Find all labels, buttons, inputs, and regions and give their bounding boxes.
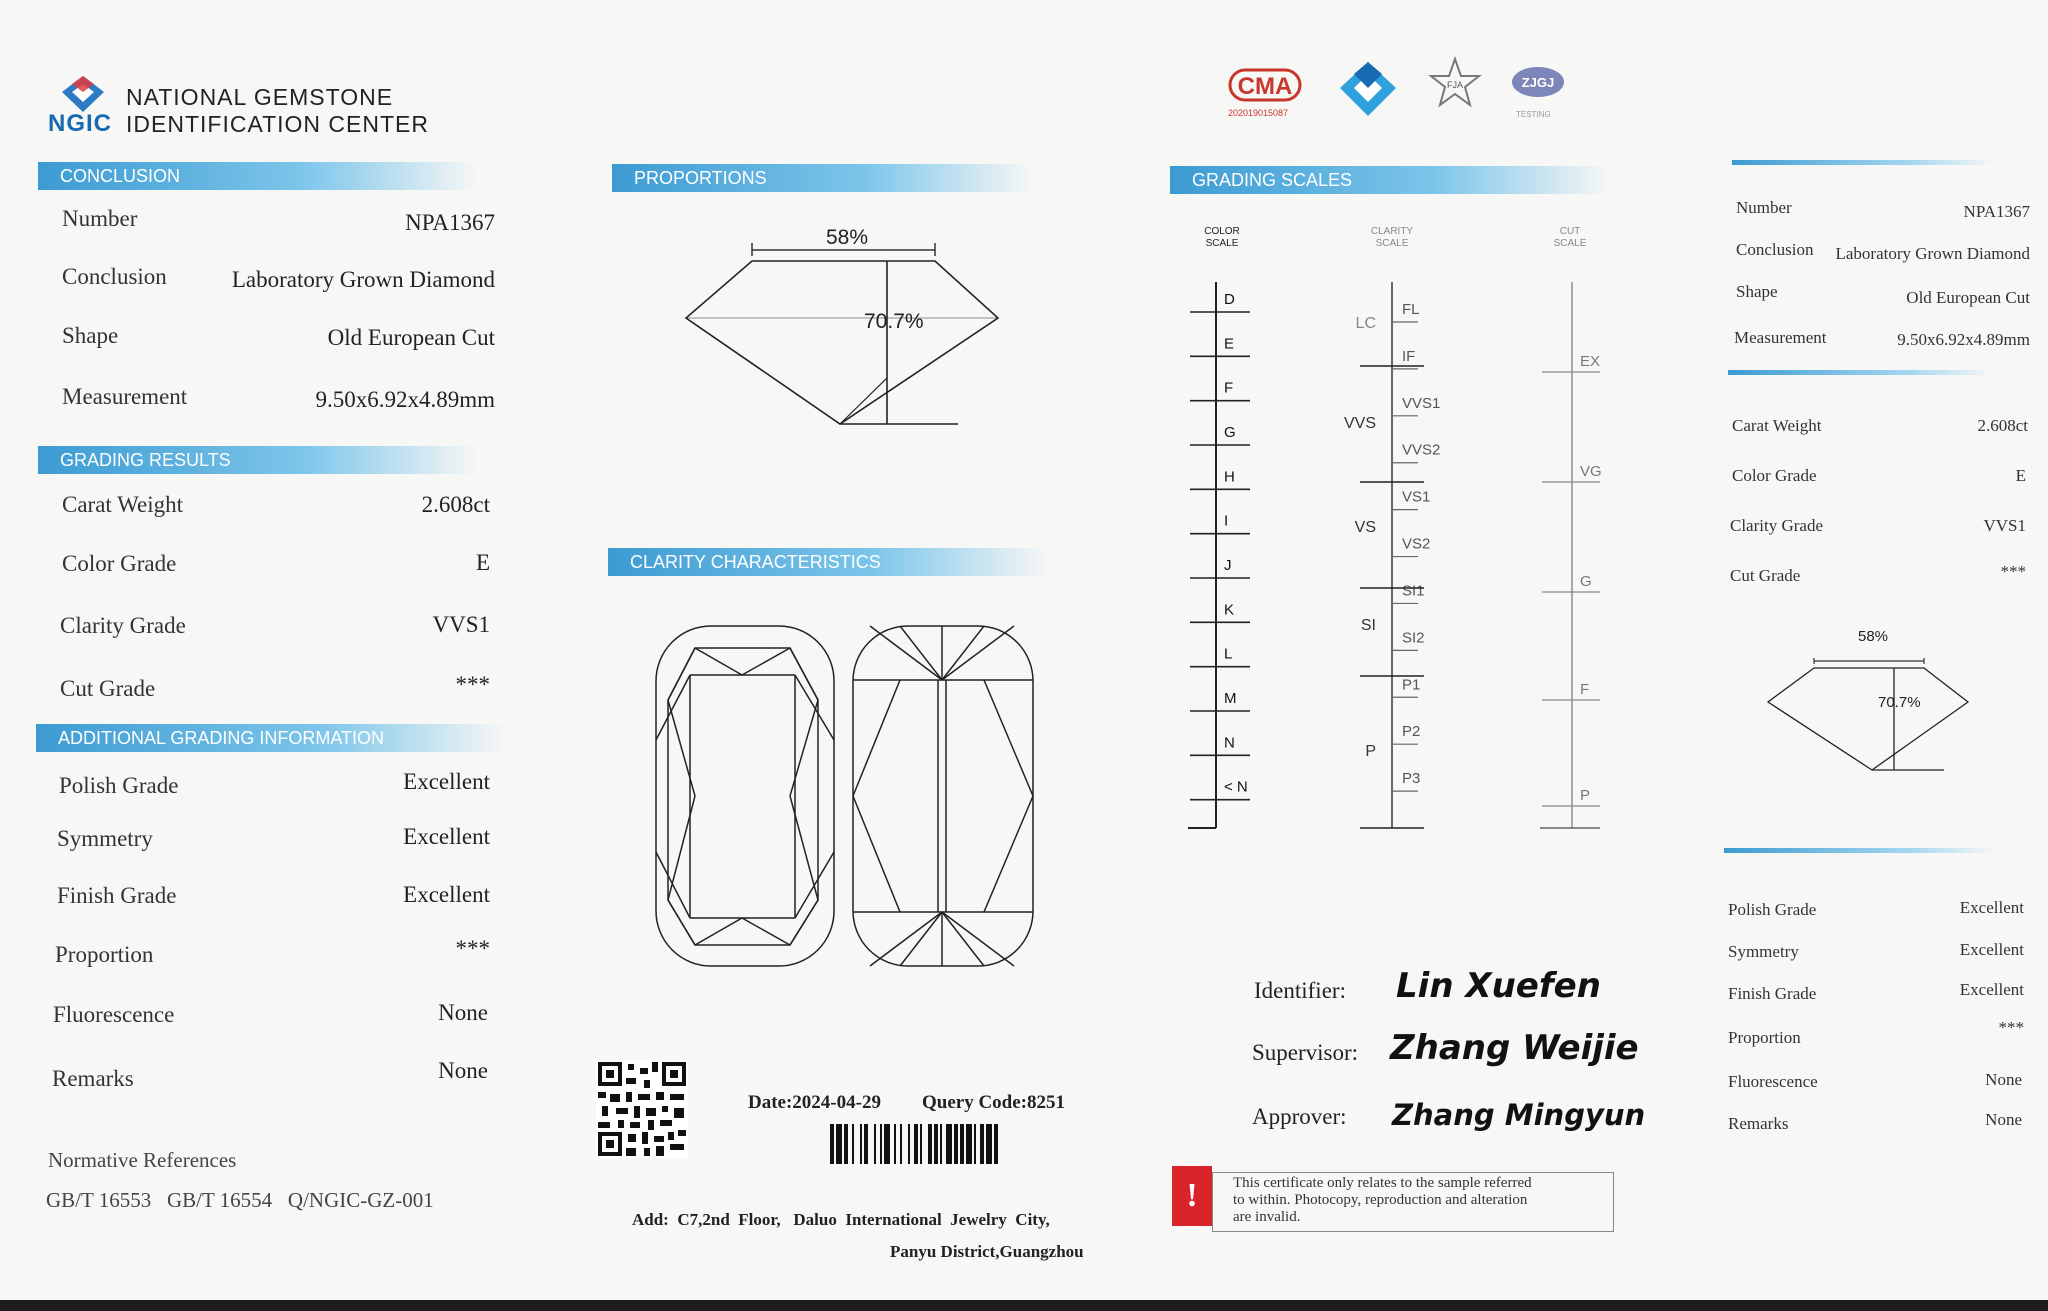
summary-depth-percent: 70.7% xyxy=(1878,694,1921,711)
color-grade-label: J xyxy=(1224,557,1232,574)
summary-measurement-label: Measurement xyxy=(1734,328,1827,347)
warning-line1: This certificate only relates to the sample referred xyxy=(1233,1175,1532,1191)
summary-polish-value: Excellent xyxy=(1959,898,2024,917)
summary-number-label: Number xyxy=(1736,198,1792,217)
summary-cut-value: *** xyxy=(2000,562,2026,581)
summary-proportion-label: Proportion xyxy=(1728,1028,1801,1047)
color-grade-label: D xyxy=(1224,291,1235,308)
shape-label: Shape xyxy=(62,323,119,348)
fluorescence-label: Fluorescence xyxy=(53,1002,175,1027)
clarity-grade-label: VVS2 xyxy=(1402,441,1441,459)
barcode xyxy=(830,1124,1074,1166)
table-percent: 58% xyxy=(826,226,869,249)
summary-carat-label: Carat Weight xyxy=(1732,416,1822,435)
number-value: NPA1367 xyxy=(405,210,495,235)
cma-logo-text: CMA xyxy=(1237,73,1293,100)
scale-title-2-line2: SCALE xyxy=(1553,238,1587,249)
fja-star-logo-icon xyxy=(1428,56,1482,110)
summary-remarks-value: None xyxy=(1985,1110,2022,1129)
shape-value: Old European Cut xyxy=(327,325,495,350)
testing-label: TESTING xyxy=(1516,110,1551,119)
address-line1: Add: C7,2nd Floor, Daluo International Jewelry City, xyxy=(632,1210,1050,1229)
color-grade-label: G xyxy=(1224,424,1236,441)
summary-symmetry-value: Excellent xyxy=(1959,940,2024,959)
fja-logo-text: FJA xyxy=(1446,80,1464,90)
clarity-group-label: P xyxy=(1365,743,1376,760)
summary-fluorescence-value: None xyxy=(1985,1070,2022,1089)
clarity-grade-label: FL xyxy=(1402,301,1420,318)
summary-conclusion-value: Laboratory Grown Diamond xyxy=(1835,244,2030,263)
polish-value: Excellent xyxy=(403,769,490,794)
warning-box xyxy=(1212,1172,1614,1232)
grading-scales-chart xyxy=(1180,216,1620,856)
carat-label: Carat Weight xyxy=(62,492,183,517)
cut-grade-label: Cut Grade xyxy=(60,676,156,701)
clarity-grade-label: P1 xyxy=(1402,676,1421,694)
supervisor-signature: Zhang Weijie xyxy=(1390,1028,1639,1068)
address-line2: Panyu District,Guangzhou xyxy=(890,1242,1084,1261)
clarity-grade-label: VS1 xyxy=(1402,488,1431,506)
zjgj-logo-text: ZJGJ xyxy=(1521,75,1555,90)
issue-date: Date:2024-04-29 xyxy=(748,1092,881,1113)
additional-banner: ADDITIONAL GRADING INFORMATION xyxy=(36,724,506,752)
clarity-grade-value: VVS1 xyxy=(432,612,490,637)
depth-percent: 70.7% xyxy=(864,310,924,333)
scale-title-1-line2: SCALE xyxy=(1375,238,1409,249)
clarity-grade-label: VS2 xyxy=(1402,535,1431,553)
summary-cut-label: Cut Grade xyxy=(1730,566,1801,585)
remarks-label: Remarks xyxy=(52,1066,134,1091)
summary-clarity-value: VVS1 xyxy=(1983,516,2026,535)
cut-grade-label: F xyxy=(1580,681,1590,698)
summary-table-percent: 58% xyxy=(1858,628,1889,645)
qr-code xyxy=(596,1060,688,1158)
scale-title-1-line1: CLARITY xyxy=(1370,226,1414,237)
org-name-line2: IDENTIFICATION CENTER xyxy=(126,111,429,137)
clarity-group-label: LC xyxy=(1355,315,1376,332)
conclusion-label: Conclusion xyxy=(62,264,167,289)
summary-color-label: Color Grade xyxy=(1732,466,1817,485)
color-grade-label: K xyxy=(1224,601,1235,619)
color-grade-label: < N xyxy=(1224,778,1248,796)
color-grade-value: E xyxy=(475,550,490,575)
clarity-grade-label: IF xyxy=(1402,347,1416,365)
number-label: Number xyxy=(62,206,138,231)
scale-title-0-line2: SCALE xyxy=(1205,238,1239,249)
summary-shape-value: Old European Cut xyxy=(1906,288,2030,307)
summary-symmetry-label: Symmetry xyxy=(1728,942,1799,961)
cma-number: 2020190150​87 xyxy=(1228,108,1289,118)
fluorescence-value: None xyxy=(438,1000,488,1025)
summary-clarity-label: Clarity Grade xyxy=(1730,516,1823,535)
cut-grade-value: *** xyxy=(455,672,490,697)
proportions-diagram xyxy=(680,228,1010,434)
grading-results-banner: GRADING RESULTS xyxy=(38,446,478,474)
approver-label: Approver: xyxy=(1252,1104,1347,1129)
measurement-label: Measurement xyxy=(62,384,188,409)
conclusion-banner: CONCLUSION xyxy=(38,162,478,190)
proportion-value: *** xyxy=(455,936,490,961)
summary-finish-value: Excellent xyxy=(1959,980,2024,999)
summary-rule-3 xyxy=(1724,848,1994,853)
cut-grade-label: EX xyxy=(1580,353,1601,370)
symmetry-value: Excellent xyxy=(403,824,490,849)
summary-fluorescence-label: Fluorescence xyxy=(1728,1072,1818,1091)
normative-refs: GB/T 16553 GB/T 16554 Q/NGIC-GZ-001 xyxy=(46,1188,434,1212)
org-name-line1: NATIONAL GEMSTONE xyxy=(126,84,394,110)
cut-grade-label: G xyxy=(1580,573,1592,590)
scale-title-2-line1: CUT xyxy=(1559,226,1581,237)
summary-rule-1 xyxy=(1732,160,1992,165)
summary-carat-value: 2.608ct xyxy=(1977,416,2028,435)
summary-measurement-value: 9.50x6.92x4.89mm xyxy=(1897,330,2030,349)
color-grade-label: M xyxy=(1224,690,1237,707)
warning-line2: to within. Photocopy, reproduction and alteration xyxy=(1233,1192,1528,1208)
summary-conclusion-label: Conclusion xyxy=(1736,240,1814,259)
proportion-label: Proportion xyxy=(55,942,154,967)
summary-shape-label: Shape xyxy=(1736,282,1778,301)
color-grade-label: L xyxy=(1224,645,1233,663)
color-grade-label: N xyxy=(1224,734,1235,752)
finish-value: Excellent xyxy=(403,882,490,907)
zjgj-logo-icon xyxy=(1508,62,1568,106)
finish-label: Finish Grade xyxy=(57,883,177,908)
warning-line3: are invalid. xyxy=(1233,1209,1301,1225)
supervisor-label: Supervisor: xyxy=(1252,1040,1359,1065)
summary-rule-2 xyxy=(1728,370,1992,375)
conclusion-value: Laboratory Grown Diamond xyxy=(231,267,495,292)
summary-number-value: NPA1367 xyxy=(1963,202,2030,221)
clarity-characteristics-banner: CLARITY CHARACTERISTICS xyxy=(608,548,1048,576)
clarity-group-label: VVS xyxy=(1343,415,1376,432)
identifier-signature: Lin Xuefen xyxy=(1396,966,1601,1006)
color-grade-label: I xyxy=(1224,512,1229,530)
clarity-grade-label: P2 xyxy=(1402,723,1421,741)
grading-scales-banner: GRADING SCALES xyxy=(1170,166,1610,194)
color-grade-label: H xyxy=(1224,468,1235,486)
summary-proportion-value: *** xyxy=(1998,1018,2024,1037)
cut-grade-label: P xyxy=(1580,787,1591,804)
summary-finish-label: Finish Grade xyxy=(1728,984,1817,1003)
ngic-logo-text: NGIC xyxy=(48,110,112,137)
summary-color-value: E xyxy=(2015,466,2026,485)
scale-title-0-line1: COLOR xyxy=(1204,226,1240,237)
warning-icon: ! xyxy=(1172,1166,1212,1226)
carat-value: 2.608ct xyxy=(421,492,490,517)
summary-polish-label: Polish Grade xyxy=(1728,900,1817,919)
summary-remarks-label: Remarks xyxy=(1728,1114,1789,1133)
summary-proportions-diagram xyxy=(1764,648,1974,774)
color-grade-label: F xyxy=(1224,379,1234,397)
polish-label: Polish Grade xyxy=(59,773,179,798)
clarity-plot-diagram xyxy=(650,620,1040,972)
clarity-group-label: SI xyxy=(1360,617,1376,634)
clarity-grade-label: SI2 xyxy=(1402,629,1425,647)
cut-grade-label: VG xyxy=(1580,463,1602,480)
measurement-value: 9.50x6.92x4.89mm xyxy=(315,387,495,412)
clarity-grade-label: Clarity Grade xyxy=(60,613,186,638)
clarity-grade-label: P3 xyxy=(1402,770,1421,788)
clarity-grade-label: SI1 xyxy=(1402,582,1425,600)
ngic-accreditation-logo-icon xyxy=(1338,60,1398,118)
remarks-value: None xyxy=(438,1058,488,1083)
normative-title: Normative References xyxy=(48,1148,237,1172)
color-grade-label: E xyxy=(1224,335,1235,353)
cma-logo-icon xyxy=(1228,64,1302,104)
color-grade-label: Color Grade xyxy=(62,551,177,576)
query-code: Query Code:8251 xyxy=(922,1092,1066,1113)
clarity-grade-label: VVS1 xyxy=(1402,394,1441,412)
ngic-diamond-logo-icon xyxy=(58,74,108,114)
clarity-group-label: VS xyxy=(1354,519,1376,536)
symmetry-label: Symmetry xyxy=(57,826,153,851)
approver-signature: Zhang Mingyun xyxy=(1392,1098,1646,1132)
identifier-label: Identifier: xyxy=(1254,978,1346,1003)
proportions-banner: PROPORTIONS xyxy=(612,164,1032,192)
